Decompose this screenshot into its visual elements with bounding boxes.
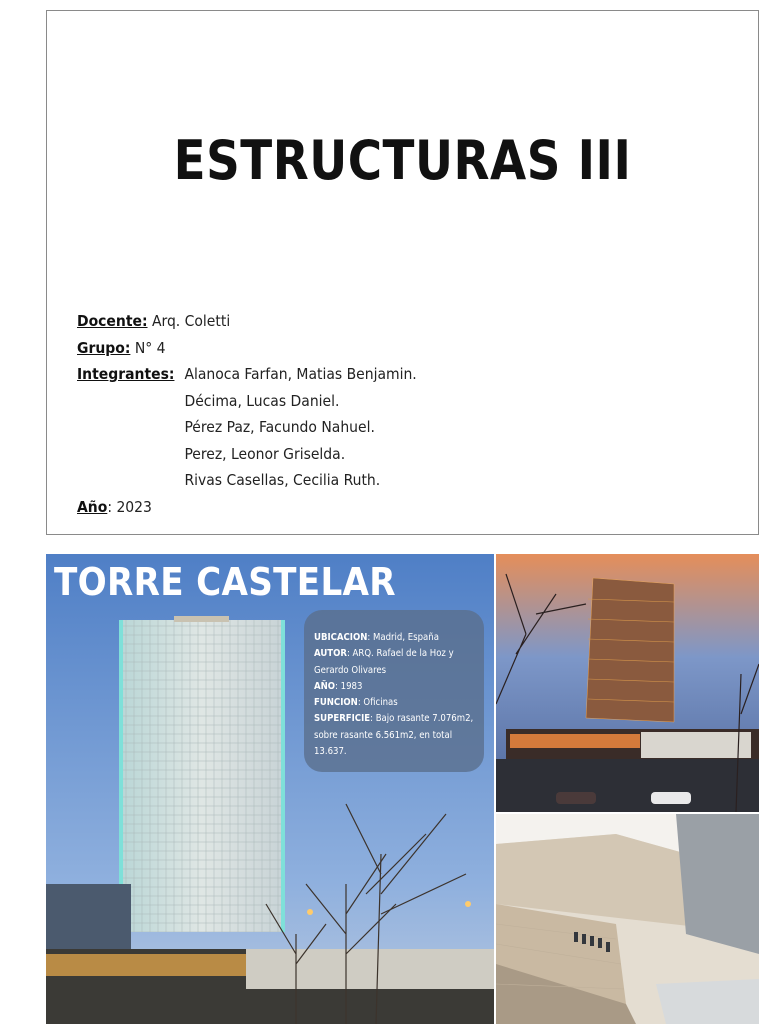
ubicacion-value: : Madrid, España — [367, 632, 439, 643]
dusk-photo-illustration — [496, 554, 759, 812]
grupo-label: Grupo: — [77, 338, 131, 357]
docente-label: Docente: — [77, 312, 148, 330]
autor-label: AUTOR — [314, 648, 347, 660]
docente-row — [77, 308, 417, 335]
interior-photo-illustration — [496, 814, 759, 1024]
autor-line — [314, 646, 474, 679]
document-title: ESTRUCTURAS III — [173, 129, 632, 193]
ubicacion-label: UBICACION — [314, 632, 368, 643]
integrante-5: Rivas Casellas, Cecilia Ruth. — [184, 471, 381, 489]
integrante-4: Perez, Leonor Griselda. — [184, 444, 346, 463]
grupo-value: N° 4 — [130, 338, 166, 357]
grupo-row — [77, 335, 417, 362]
superficie-line — [314, 711, 474, 760]
slide-title: TORRE CASTELAR — [54, 560, 396, 604]
anio-row — [77, 494, 417, 521]
torre-castelar-slide — [46, 554, 759, 1024]
superficie-value: : Bajo rasante 7.076m2, sobre rasante 6.561m2, en total 13.637. — [314, 713, 474, 758]
integrante-1: Alanoca Farfan, Matias Benjamin. — [184, 365, 417, 383]
main-tower-photo — [46, 554, 494, 1024]
docente-value: Arq. Coletti — [147, 312, 231, 330]
anio-label: Año — [77, 497, 108, 516]
cover-info — [77, 308, 417, 520]
project-info-box — [304, 610, 484, 772]
anio-line — [314, 679, 474, 695]
integrantes-label: Integrantes: — [77, 365, 175, 383]
ubicacion-line — [314, 630, 474, 646]
funcion-label: FUNCION — [314, 697, 358, 709]
funcion-line — [314, 695, 474, 711]
funcion-value: : Oficinas — [357, 697, 398, 709]
interior-photo — [496, 814, 759, 1024]
integrante-2: Décima, Lucas Daniel. — [184, 391, 340, 410]
slide-anio-label: AÑO — [314, 680, 336, 692]
integrantes-row — [77, 361, 417, 494]
integrantes-list — [184, 361, 416, 494]
cover-page — [46, 10, 759, 535]
anio-value: : 2023 — [107, 497, 152, 516]
dusk-tower-photo — [496, 554, 759, 812]
slide-anio-value: : 1983 — [335, 680, 363, 692]
superficie-label: SUPERFICIE — [314, 713, 371, 725]
autor-value: : ARQ. Rafael de la Hoz y Gerardo Olivares — [314, 648, 454, 676]
integrante-3: Pérez Paz, Facundo Nahuel. — [184, 418, 375, 436]
